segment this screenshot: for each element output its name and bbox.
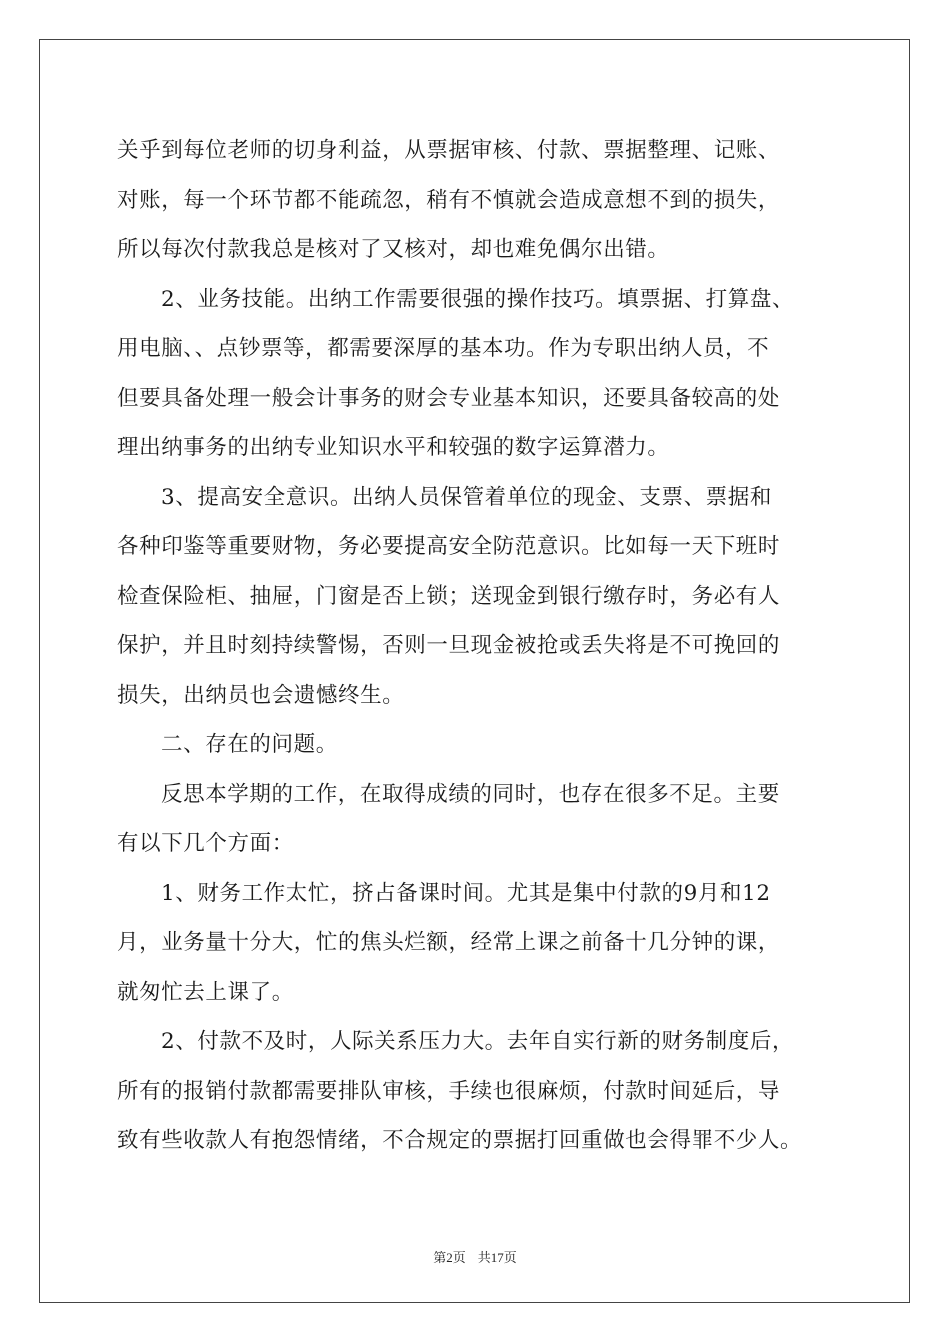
text-line: 2、付款不及时，人际关系压力大。去年自实行新的财务制度后， [161,1029,795,1054]
text-line: 1、财务工作太忙，挤占备课时间。尤其是集中付款的9月和12 [161,880,771,906]
section-heading: 二、存在的问题。 [161,732,338,757]
page-total: 共17页 [477,1250,517,1265]
text-line: 各种印鉴等重要财物，务必要提高安全防范意识。比如每一天下班时 [117,534,781,559]
text-line: 就匆忙去上课了。 [117,979,294,1005]
text-line: 损失，出纳员也会遗憾终生。 [117,682,405,708]
document-body [117,126,857,1166]
text-line: 对账，每一个环节都不能疏忽，稍有不慎就会造成意想不到的损失， [117,187,781,213]
text-line: 用电脑、、点钞票等，都需要深厚的基本功。作为专职出纳人员，不 [117,336,770,361]
text-line: 2、业务技能。出纳工作需要很强的操作技巧。填票据、打算盘、 [161,286,795,312]
text-line: 检查保险柜、抽屉，门窗是否上锁；送现金到银行缴存时，务必有人 [117,583,781,609]
text-line: 3、提高安全意识。出纳人员保管着单位的现金、支票、票据和 [161,484,772,510]
text-line: 关乎到每位老师的切身利益，从票据审核、付款、票据整理、记账、 [117,138,781,163]
text-line: 理出纳事务的出纳专业知识水平和较强的数字运算潜力。 [117,435,670,460]
text-line: 所有的报销付款都需要排队审核，手续也很麻烦，付款时间延后，导 [117,1078,781,1104]
text-line: 保护，并且时刻持续警惕，否则一旦现金被抢或丢失将是不可挽回的 [117,633,781,658]
page-number: 第2页 [433,1250,466,1265]
text-line: 反思本学期的工作，在取得成绩的同时，也存在很多不足。主要 [161,781,780,807]
text-line: 但要具备处理一般会计事务的财会专业基本知识，还要具备较高的处 [117,385,781,411]
page-footer [0,1247,950,1266]
text-line: 有以下几个方面： [117,831,294,856]
text-line: 致有些收款人有抱怨情绪，不合规定的票据打回重做也会得罪不少人。 [117,1128,803,1153]
text-line: 月，业务量十分大，忙的焦头烂额，经常上课之前备十几分钟的课， [117,930,781,955]
text-line: 所以每次付款我总是核对了又核对，却也难免偶尔出错。 [117,237,670,262]
